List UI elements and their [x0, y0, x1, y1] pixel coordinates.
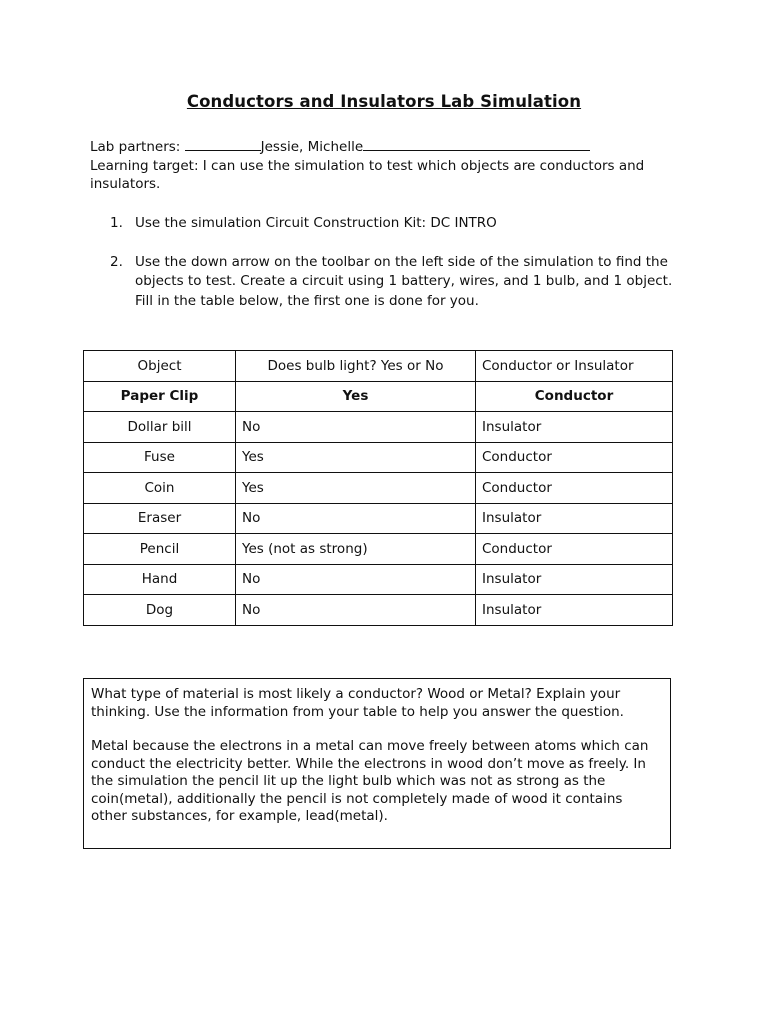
table-cell: Pencil: [84, 534, 236, 565]
table-header-row: [84, 351, 673, 382]
column-header-conductor-insulator: Conductor or Insulator: [476, 351, 673, 382]
question-answer: Metal because the electrons in a metal can move freely between atoms which can conduct the electricity better. While the electrons in wood don’t move as freely. In the simulation the pencil lit up the light bulb which was not as strong as the coin(metal), additionally the pencil is not completely made of wood it contains other substances, for example, lead(metal).: [91, 738, 649, 824]
table-cell: No: [236, 503, 476, 534]
table-cell: Hand: [84, 564, 236, 595]
table-row: [84, 534, 673, 565]
blank-line: [185, 137, 261, 151]
table-row: [84, 473, 673, 504]
table-cell: Insulator: [476, 564, 673, 595]
document-title: Conductors and Insulators Lab Simulation: [186, 92, 582, 111]
table-row: [84, 412, 673, 443]
lab-partners-label: Lab partners:: [90, 139, 185, 155]
table-cell: Fuse: [84, 442, 236, 473]
table-cell: Coin: [84, 473, 236, 504]
table-cell: Paper Clip: [84, 381, 236, 412]
step-number: 2.: [110, 253, 123, 270]
table-cell: No: [236, 412, 476, 443]
question-box: [83, 678, 671, 849]
instruction-list: [110, 214, 680, 330]
table-example-row: [84, 381, 673, 412]
table-cell: Insulator: [476, 503, 673, 534]
table-row: [84, 564, 673, 595]
table-cell: Dog: [84, 595, 236, 626]
results-table: [83, 350, 673, 626]
table-cell: Conductor: [476, 381, 673, 412]
table-cell: Conductor: [476, 442, 673, 473]
lab-partners-line: [90, 137, 680, 157]
list-item: [110, 214, 680, 234]
step-text: Use the simulation Circuit Construction Kit: DC INTRO: [135, 215, 497, 231]
table-cell: Insulator: [476, 595, 673, 626]
step-number: 1.: [110, 215, 123, 231]
step-text: Use the down arrow on the toolbar on the left side of the simulation to find the objects to test. Create a circuit using 1 battery, wires, and 1 bulb, and 1 object. Fill in the table below, the first one is done for you.: [135, 253, 673, 309]
table-cell: No: [236, 564, 476, 595]
column-header-object: Object: [84, 351, 236, 382]
table-cell: Yes: [236, 442, 476, 473]
table-cell: Insulator: [476, 412, 673, 443]
question-prompt: What type of material is most likely a conductor? Wood or Metal? Explain your thinking. Use the information from your table to help you answer the question.: [91, 686, 624, 720]
blank-line: [363, 137, 590, 151]
header-block: [90, 137, 680, 194]
table-cell: Conductor: [476, 534, 673, 565]
table-cell: Conductor: [476, 473, 673, 504]
table-row: [84, 595, 673, 626]
table-cell: Yes: [236, 473, 476, 504]
table-cell: Yes (not as strong): [236, 534, 476, 565]
table-cell: Eraser: [84, 503, 236, 534]
table-row: [84, 503, 673, 534]
lab-partners-names: Jessie, Michelle: [260, 139, 364, 155]
table-cell: No: [236, 595, 476, 626]
table-cell: Dollar bill: [84, 412, 236, 443]
list-item: [110, 253, 680, 312]
table-row: [84, 442, 673, 473]
column-header-bulb-light: Does bulb light? Yes or No: [236, 351, 476, 382]
table-cell: Yes: [236, 381, 476, 412]
learning-target: Learning target: I can use the simulation to test which objects are conductors and insulators.: [90, 157, 645, 192]
